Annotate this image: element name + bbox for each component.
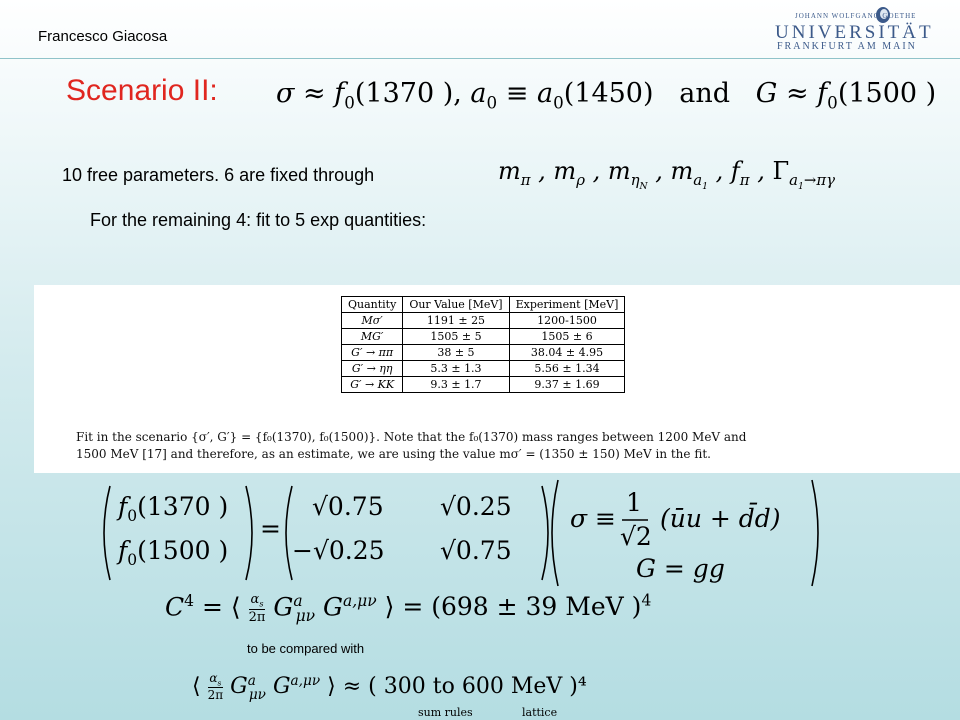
params-text: 10 free parameters. 6 are fixed through [62, 165, 375, 185]
sigma-numerator: 1 [626, 488, 642, 517]
lhs-subscript: 0 [127, 507, 138, 525]
table-cell: Mσ′ [342, 313, 403, 329]
sigma-quark-content: (ūu + d̄d) [660, 504, 781, 533]
table-cell: G′ → KK [342, 377, 403, 393]
author-name: Francesco Giacosa [38, 28, 168, 45]
table-row [342, 329, 625, 345]
sigma-definition-lhs: σ ≡ [570, 504, 616, 533]
table-row [342, 377, 625, 393]
range-to: to [432, 674, 455, 700]
table-cell: MG′ [342, 329, 403, 345]
assignment-formula: $\sigma \approx f_0(1370$ ), $a_0 \equiv a_0(1450)$ and $G \approx f_0(1500$ ) [276, 78, 937, 113]
lattice-note: lattice [522, 706, 558, 719]
lhs-value-1500: (1500 ) [137, 536, 229, 565]
table-header: Our Value [MeV] [403, 297, 509, 313]
logo-line1: JOHANN WOLFGANG GOETHE [795, 12, 917, 20]
range-close: )⁴ [569, 674, 587, 700]
matrix-m11: √0.75 [312, 492, 384, 521]
table-cell: 1191 ± 25 [403, 313, 509, 329]
caption-line: Fit in the scenario {σ′, G′} = {f₀(1370), f₀(1500)}. Note that the f₀(1370) mass ranges between 1200 MeV and [76, 430, 747, 444]
lhs-f-symbol: f [118, 536, 128, 565]
table-caption [76, 429, 946, 463]
matrix-m22: √0.75 [440, 536, 512, 565]
lhs-subscript: 0 [127, 551, 138, 569]
logo-line2: UNIVERSITÄT [775, 22, 934, 43]
slide-title: Scenario II: [66, 74, 218, 107]
table-cell: 38.04 ± 4.95 [509, 345, 625, 361]
university-logo [775, 6, 934, 52]
sum-rules-note: sum rules [418, 706, 473, 719]
lhs-f-symbol: f [118, 492, 128, 521]
paper-excerpt [34, 285, 960, 473]
table-cell: 1505 ± 5 [403, 329, 509, 345]
table-header-row [342, 297, 625, 313]
table-cell: 1200-1500 [509, 313, 625, 329]
table-header: Experiment [MeV] [509, 297, 625, 313]
table-row [342, 313, 625, 329]
range-low: 300 [383, 674, 426, 700]
header-divider [0, 58, 960, 59]
caption-line: 1500 MeV [17] and therefore, as an estimate, we are using the value mσ′ = (1350 ± 150) MeV in the fit. [76, 447, 711, 461]
table-cell: 5.3 ± 1.3 [403, 361, 509, 377]
table-cell: 9.37 ± 1.69 [509, 377, 625, 393]
equals-sign: = [260, 514, 281, 543]
condensate-comparison-formula: ⟨ $\alpha_s$ 2π $G^a_{\mu\nu}$ $G^{a,\mu\nu}$ ⟩ ≈ ( 300 to 600 MeV )⁴ [192, 671, 587, 703]
mixing-matrix-equation [96, 478, 826, 588]
table-cell: 9.3 ± 1.7 [403, 377, 509, 393]
sigma-denominator: √2 [620, 522, 652, 551]
glueball-definition: G = gg [636, 554, 725, 583]
table-cell: 1505 ± 6 [509, 329, 625, 345]
table-header: Quantity [342, 297, 403, 313]
condensate-formula: $C^4$ = ⟨ $\alpha_s$ 2π $G^a_{\mu\nu}$ $G^{a,\mu\nu}$ ⟩ = (698 ± 39 MeV )$^4$ [165, 591, 652, 626]
matrix-m12: √0.25 [440, 492, 512, 521]
range-unit: MeV [510, 674, 563, 700]
fit-results-table [341, 296, 625, 393]
table-row [342, 361, 625, 377]
table-row [342, 345, 625, 361]
table-cell: G′ → ηη [342, 361, 403, 377]
remaining-text: For the remaining 4: fit to 5 exp quantities: [90, 210, 427, 230]
table-cell: 5.56 ± 1.34 [509, 361, 625, 377]
table-cell: 38 ± 5 [403, 345, 509, 361]
compare-text: to be compared with [247, 641, 365, 656]
matrix-m21: −√0.25 [292, 536, 385, 565]
range-high: 600 [461, 674, 504, 700]
fixed-quantities: $m_\pi$ , $m_\rho$ , $m_{\eta_N}$ , $m_{a_1}$ , $f_\pi$ , $\Gamma_{a_1\to\pi\gamma}$ [498, 157, 836, 192]
logo-line3: FRANKFURT AM MAIN [777, 41, 917, 52]
table-cell: G′ → ππ [342, 345, 403, 361]
lhs-value-1370: (1370 ) [137, 492, 229, 521]
